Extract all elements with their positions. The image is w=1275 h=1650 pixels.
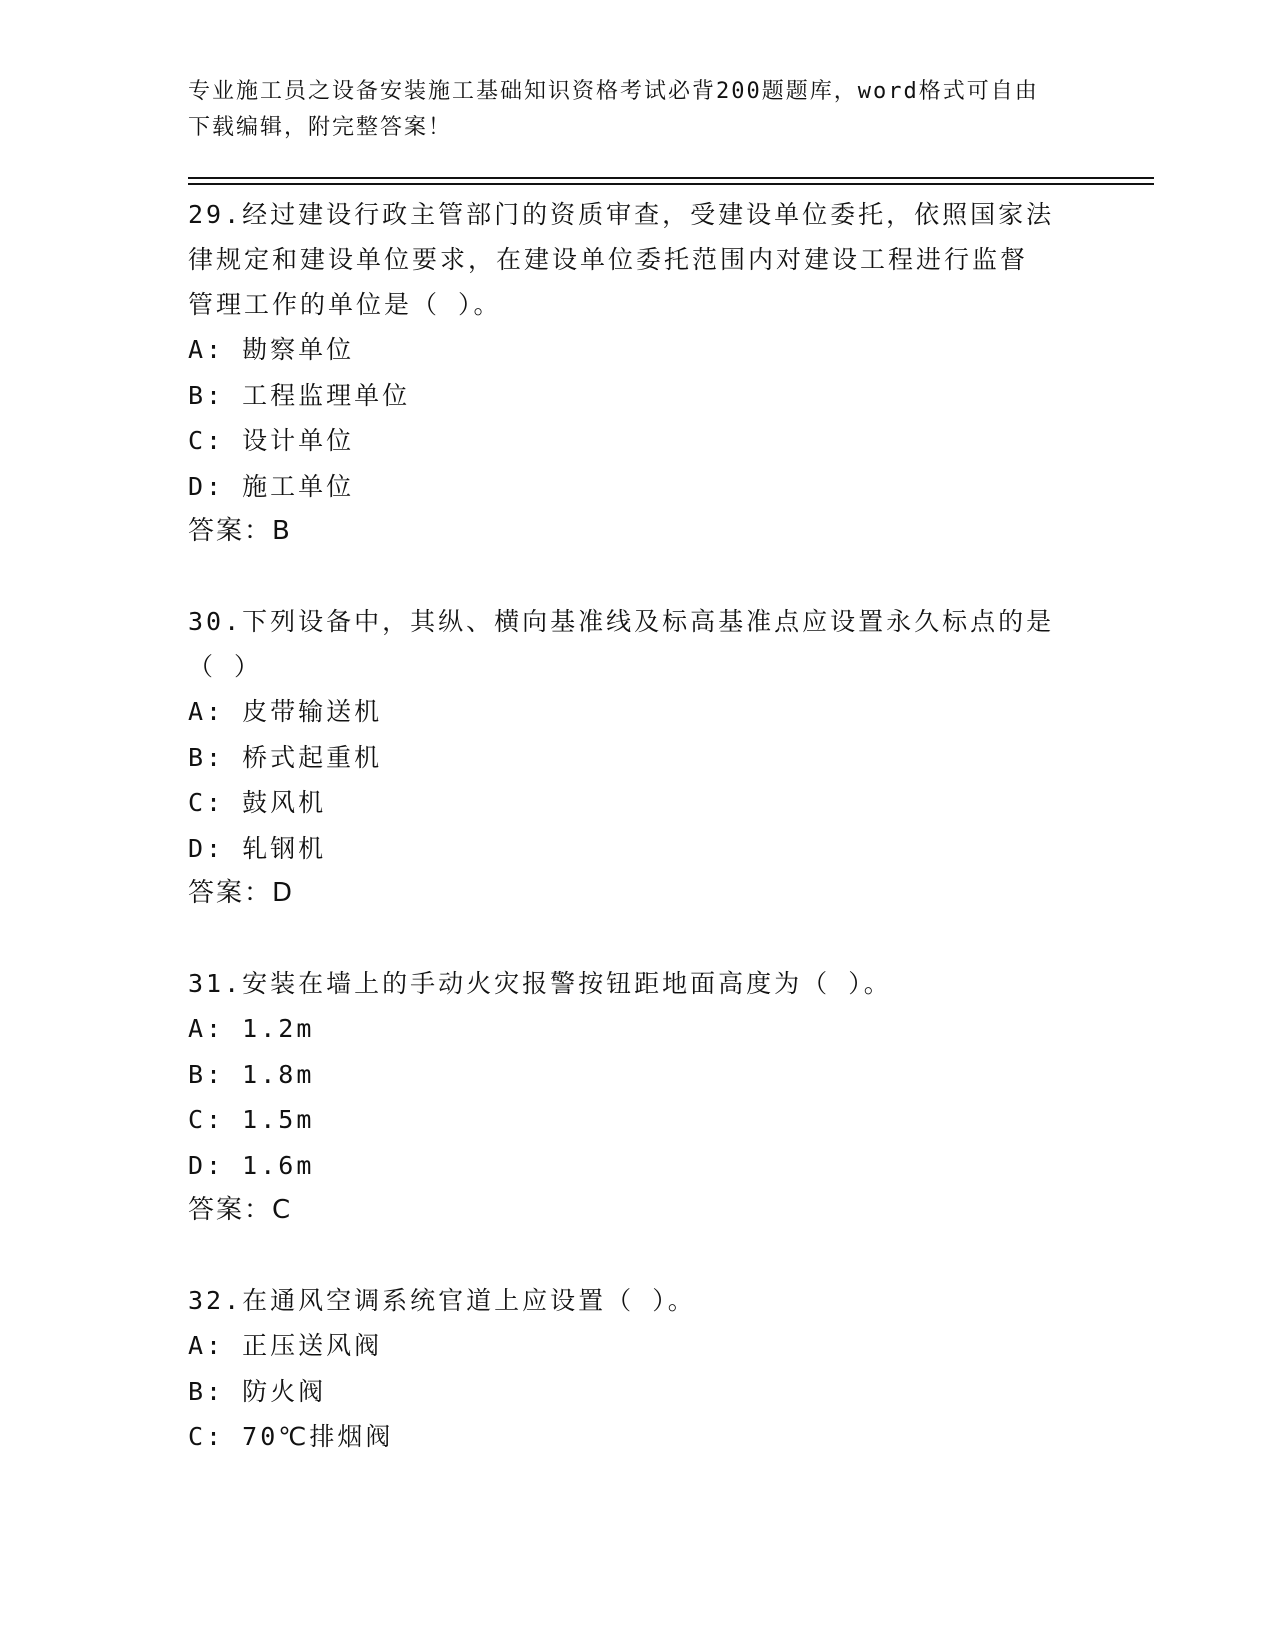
option-text: 施工单位 (242, 471, 355, 501)
option-key: D: (188, 1150, 225, 1180)
question-text (188, 599, 1088, 644)
question-number: 32. (188, 1286, 243, 1315)
option-text: 鼓风机 (242, 788, 327, 817)
option-text: 勘察单位 (242, 335, 355, 364)
option-key: C: (188, 1422, 225, 1451)
option-b (188, 373, 1088, 419)
option-key: A: (188, 1331, 225, 1360)
question-32 (188, 1278, 1088, 1460)
option-key: B: (188, 742, 225, 772)
header-rule-bottom (188, 183, 1154, 185)
option-c (188, 1414, 1088, 1460)
option-key: A: (188, 335, 225, 364)
option-text: 轧钢机 (242, 833, 327, 863)
option-key: A: (188, 1014, 225, 1043)
option-key: B: (188, 380, 225, 410)
answer-label: 答案： (188, 516, 273, 546)
question-number: 29. (188, 200, 243, 229)
option-d (188, 464, 1088, 510)
option-key: B: (188, 1059, 225, 1089)
question-text-line: （ ） (188, 652, 263, 681)
option-text: 1.8m (242, 1059, 315, 1089)
option-a (188, 689, 1088, 735)
option-text: 防火阀 (242, 1376, 327, 1406)
question-30 (188, 599, 1088, 916)
question-text (188, 192, 1088, 237)
option-text: 1.5m (242, 1105, 315, 1134)
option-text: 皮带输送机 (242, 697, 383, 726)
question-text-line: 管理工作的单位是（ ）。 (188, 290, 502, 319)
option-d (188, 1143, 1088, 1189)
answer-value: C (272, 1195, 293, 1225)
option-text: 1.2m (242, 1014, 315, 1043)
question-text-line: 安装在墙上的手动火灾报警按钮距地面高度为（ ）。 (242, 969, 892, 998)
option-key: D: (188, 471, 225, 501)
question-29 (188, 192, 1088, 554)
answer-value: D (272, 878, 295, 908)
question-spacer (188, 554, 1088, 599)
option-b (188, 735, 1088, 781)
question-text-line: 下列设备中，其纵、横向基准线及标高基准点应设置永久标点的是 (242, 607, 1055, 636)
question-spacer (188, 1233, 1088, 1278)
header-line-1: 专业施工员之设备安装施工基础知识资格考试必背200题题库，word格式可自由 (188, 79, 1039, 104)
question-number: 31. (188, 969, 243, 998)
option-text: 桥式起重机 (242, 742, 383, 772)
option-key: A: (188, 697, 225, 726)
option-c (188, 1097, 1088, 1143)
question-text-line: 经过建设行政主管部门的资质审查，受建设单位委托，依照国家法 (242, 200, 1055, 229)
document-header (188, 74, 1088, 146)
option-c (188, 418, 1088, 464)
answer-label: 答案： (188, 878, 273, 908)
option-a (188, 1006, 1088, 1052)
question-31 (188, 961, 1088, 1233)
question-list (188, 192, 1088, 1460)
option-key: B: (188, 1376, 225, 1406)
option-text: 1.6m (242, 1150, 315, 1180)
header-line-2: 下载编辑，附完整答案！ (188, 115, 453, 140)
option-b (188, 1052, 1088, 1098)
option-b (188, 1369, 1088, 1415)
option-d (188, 826, 1088, 872)
option-text: 工程监理单位 (242, 380, 411, 410)
option-c (188, 780, 1088, 826)
option-key: C: (188, 788, 225, 817)
option-key: D: (188, 833, 225, 863)
option-key: C: (188, 1105, 225, 1134)
answer (188, 871, 1088, 916)
question-text-line: 律规定和建设单位要求，在建设单位委托范围内对建设工程进行监督 (188, 245, 1029, 274)
question-spacer (188, 916, 1088, 961)
question-text (188, 961, 1088, 1006)
answer (188, 509, 1088, 554)
option-text: 设计单位 (242, 426, 355, 455)
option-key: C: (188, 426, 225, 455)
question-number: 30. (188, 607, 243, 636)
answer-value: B (272, 516, 292, 546)
answer-label: 答案： (188, 1195, 273, 1225)
answer (188, 1188, 1088, 1233)
option-a (188, 1323, 1088, 1369)
question-text (188, 1278, 1088, 1323)
question-text-line: 在通风空调系统官道上应设置（ ）。 (242, 1286, 696, 1315)
option-a (188, 327, 1088, 373)
option-text: 正压送风阀 (242, 1331, 383, 1360)
option-text: 70℃排烟阀 (242, 1422, 394, 1451)
header-rule-top (188, 177, 1154, 179)
